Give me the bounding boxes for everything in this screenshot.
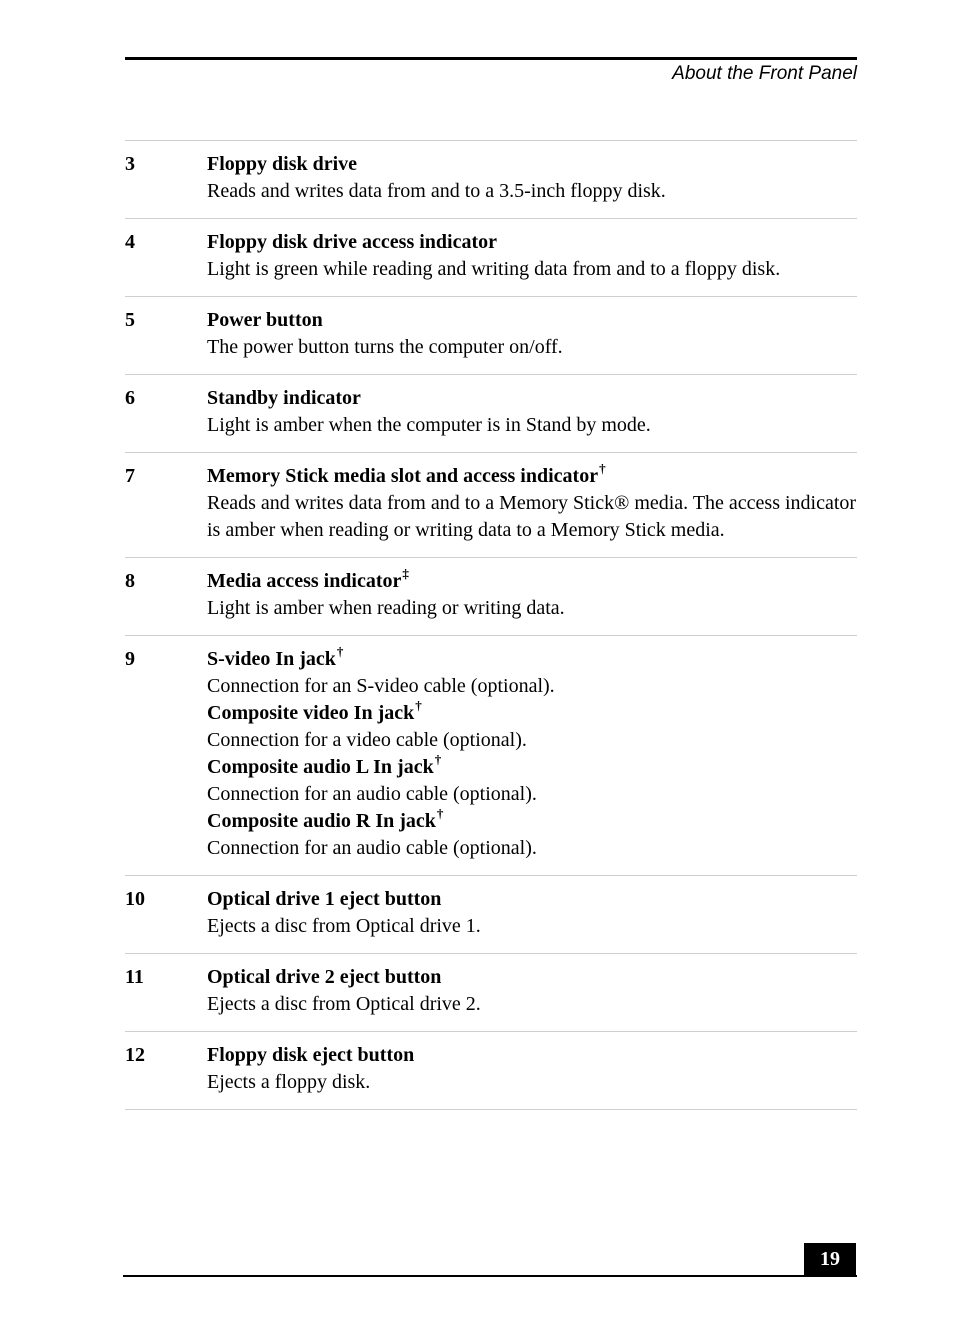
- footnote-mark: †: [599, 461, 606, 476]
- component-name-text: Standby indicator: [207, 387, 361, 409]
- component-description: [207, 334, 857, 361]
- component-details: [207, 151, 857, 205]
- component-description: [207, 913, 857, 940]
- component-details: [207, 568, 857, 622]
- component-entry: [125, 636, 857, 876]
- component-description-text: Connection for an S-video cable (optional).: [207, 675, 555, 697]
- running-header: About the Front Panel: [672, 63, 857, 84]
- component-name: [207, 385, 857, 412]
- component-details: [207, 1042, 857, 1096]
- component-details: [207, 385, 857, 439]
- component-description: [207, 727, 857, 754]
- component-description: [207, 412, 857, 439]
- component-details: [207, 229, 857, 283]
- component-name-text: S-video In jack: [207, 648, 336, 670]
- component-entry: [125, 375, 857, 453]
- component-name: [207, 1042, 857, 1069]
- component-details: [207, 964, 857, 1018]
- component-description: [207, 490, 857, 544]
- component-description-text: Light is amber when reading or writing data.: [207, 597, 565, 619]
- component-number: 8: [125, 570, 135, 592]
- component-entry: [125, 1032, 857, 1110]
- component-number: 11: [125, 966, 144, 988]
- component-name-text: Floppy disk drive access indicator: [207, 231, 498, 253]
- component-name: [207, 700, 857, 727]
- component-details: [207, 886, 857, 940]
- component-entry: [125, 558, 857, 636]
- component-description-text: Reads and writes data from and to a Memory Stick® media. The access indicator is amber when reading or writing data to a Memory Stick media.: [207, 492, 857, 541]
- component-number: 4: [125, 231, 135, 253]
- component-details: [207, 646, 857, 862]
- component-description-text: Connection for a video cable (optional).: [207, 729, 527, 751]
- component-name-text: Media access indicator: [207, 570, 402, 592]
- component-name-text: Floppy disk drive: [207, 153, 358, 175]
- component-description: [207, 673, 857, 700]
- component-name-text: Power button: [207, 309, 323, 331]
- component-number: 10: [125, 888, 145, 910]
- component-entry: [125, 954, 857, 1032]
- component-name-text: Floppy disk eject button: [207, 1044, 415, 1066]
- component-description-text: Connection for an audio cable (optional).: [207, 837, 537, 859]
- component-name: [207, 964, 857, 991]
- component-description: [207, 256, 857, 283]
- component-entry: [125, 453, 857, 558]
- page-number: 19: [804, 1243, 856, 1276]
- component-description: [207, 991, 857, 1018]
- component-number: 5: [125, 309, 135, 331]
- component-name: [207, 463, 857, 490]
- component-description-text: Light is amber when the computer is in Stand by mode.: [207, 414, 651, 436]
- component-number: 7: [125, 465, 135, 487]
- component-name: [207, 229, 857, 256]
- component-number: 12: [125, 1044, 145, 1066]
- component-entry: [125, 876, 857, 954]
- footnote-mark: ‡: [402, 566, 409, 581]
- component-name-text: Optical drive 1 eject button: [207, 888, 442, 910]
- component-number: 3: [125, 153, 135, 175]
- footnote-mark: †: [336, 644, 344, 659]
- footnote-mark: †: [434, 752, 442, 767]
- component-entry: [125, 297, 857, 375]
- component-description: [207, 781, 857, 808]
- component-details: [207, 463, 857, 544]
- component-name: [207, 151, 857, 178]
- component-name: [207, 307, 857, 334]
- component-description-text: Light is green while reading and writing data from and to a floppy disk.: [207, 258, 781, 280]
- component-name-text: Optical drive 2 eject button: [207, 966, 442, 988]
- component-details: [207, 307, 857, 361]
- component-description: [207, 1069, 857, 1096]
- component-description: [207, 835, 857, 862]
- component-description: [207, 595, 857, 622]
- component-list: [125, 140, 857, 1110]
- header-rule: [125, 57, 857, 60]
- component-entry: [125, 219, 857, 297]
- component-name: [207, 754, 857, 781]
- component-name-text: Composite video In jack: [207, 702, 415, 724]
- component-description-text: The power button turns the computer on/off.: [207, 336, 563, 358]
- component-description-text: Ejects a disc from Optical drive 1.: [207, 915, 481, 937]
- component-name: [207, 568, 857, 595]
- component-name-text: Composite audio R In jack: [207, 810, 436, 832]
- footnote-mark: †: [415, 698, 422, 713]
- component-description-text: Connection for an audio cable (optional).: [207, 783, 537, 805]
- component-description: [207, 178, 857, 205]
- component-name: [207, 646, 857, 673]
- component-description-text: Ejects a disc from Optical drive 2.: [207, 993, 481, 1015]
- component-description-text: Ejects a floppy disk.: [207, 1071, 371, 1093]
- component-description-text: Reads and writes data from and to a 3.5-inch floppy disk.: [207, 180, 666, 202]
- component-name: [207, 808, 857, 835]
- component-number: 6: [125, 387, 135, 409]
- footnote-mark: †: [436, 806, 444, 821]
- component-entry: [125, 141, 857, 219]
- component-number: 9: [125, 648, 135, 670]
- component-name-text: Composite audio L In jack: [207, 756, 434, 778]
- footer-rule: [123, 1275, 857, 1277]
- component-name: [207, 886, 857, 913]
- component-name-text: Memory Stick media slot and access indicator: [207, 465, 599, 487]
